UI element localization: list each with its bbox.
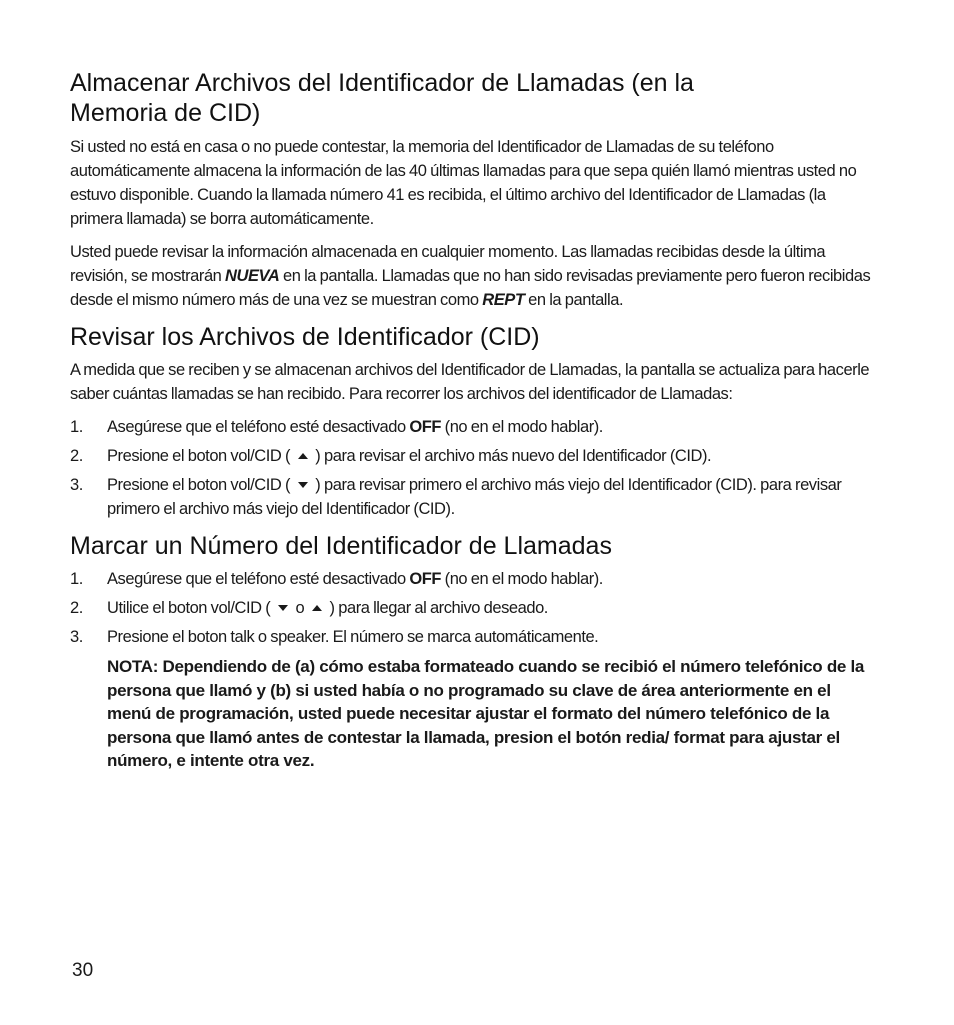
- text-segment: ) para llegar al archivo deseado.: [325, 599, 548, 617]
- text-segment: Presione el boton talk o speaker. El número se marca automáticamente.: [107, 628, 599, 646]
- step-number: 2.: [70, 599, 83, 617]
- text-segment: Utilice el boton vol/CID (: [107, 599, 274, 617]
- page-number: 30: [72, 960, 94, 981]
- step-number: 3.: [70, 476, 83, 494]
- heading-line-1: Almacenar Archivos del Identificador de Llamadas (en la: [70, 69, 694, 97]
- off-label: OFF: [409, 418, 442, 436]
- document-page: [70, 68, 878, 773]
- list-item: [70, 625, 878, 649]
- note-paragraph: NOTA: Dependiendo de (a) cómo estaba formateado cuando se recibió el número telefónico de la persona que llamó y (b) si usted había o no programado su clave de área anteriormente en el menú de programación, usted puede necesitar ajustar el formato del número telefónico de la persona que llamó antes de contestar la llamada, presion el botón redia/ format para ajustar el número, e intente otra vez.: [107, 657, 865, 770]
- rept-label: REPT: [482, 291, 525, 309]
- text-segment: (no en el modo hablar).: [441, 570, 603, 588]
- list-item: [70, 444, 878, 468]
- text-segment: en la pantalla. Llamadas que no han sido revisadas previamente pero fueron recibidas desde el mismo número más de una vez se muestran como: [70, 267, 871, 309]
- text-segment: Usted puede revisar la información almacenada en cualquier momento. Las llamadas recibidas desde la última revisión, se mostrarán: [70, 243, 826, 285]
- list-item: [70, 596, 878, 620]
- text-segment: ) para revisar primero el archivo más viejo del Identificador (CID). para revisar primero el archivo más viejo del Identificador (CID).: [107, 476, 842, 518]
- text-segment: (no en el modo hablar).: [441, 418, 603, 436]
- step-number: 3.: [70, 628, 83, 646]
- step-number: 1.: [70, 570, 83, 588]
- down-arrow-icon: [298, 482, 308, 488]
- text-segment: Asegúrese que el teléfono esté desactivado: [107, 418, 410, 436]
- list-item: [70, 473, 878, 521]
- list-item: [70, 567, 878, 591]
- down-arrow-icon: [278, 605, 288, 611]
- text-segment: Presione el boton vol/CID (: [107, 447, 294, 465]
- section-heading-almacenar: [70, 68, 878, 128]
- text-segment: o: [291, 599, 308, 617]
- list-item: [70, 415, 878, 439]
- nueva-label: NUEVA: [225, 267, 280, 285]
- review-steps-list: [70, 415, 878, 521]
- paragraph-memory-intro: Si usted no está en casa o no puede contestar, la memoria del Identificador de Llamadas de su teléfono automáticamente almacena la información de las 40 últimas llamadas para que sepa quién llamó mientras usted no estuvo disponible. Cuando la llamada número 41 es recibida, el último archivo del Identificador de Llamadas (la primera llamada) se borra automáticamente.: [70, 138, 857, 228]
- text-segment: ) para revisar el archivo más nuevo del Identificador (CID).: [311, 447, 712, 465]
- text-segment: en la pantalla.: [524, 291, 624, 309]
- text-segment: Asegúrese que el teléfono esté desactivado: [107, 570, 410, 588]
- step-number: 2.: [70, 447, 83, 465]
- paragraph-review-intro: A medida que se reciben y se almacenan archivos del Identificador de Llamadas, la pantalla se actualiza para hacerle saber cuántas llamadas se han recibido. Para recorrer los archivos del identificador de Llamadas:: [70, 361, 870, 403]
- paragraph-review-info: [70, 240, 878, 312]
- heading-line-2: Memoria de CID): [70, 99, 261, 127]
- section-heading-marcar: Marcar un Número del Identificador de Llamadas: [70, 532, 612, 560]
- section-heading-revisar: Revisar los Archivos de Identificador (CID): [70, 323, 540, 351]
- step-number: 1.: [70, 418, 83, 436]
- dial-steps-list: [70, 567, 878, 649]
- off-label: OFF: [409, 570, 442, 588]
- text-segment: Presione el boton vol/CID (: [107, 476, 294, 494]
- up-arrow-icon: [298, 453, 308, 459]
- up-arrow-icon: [312, 605, 322, 611]
